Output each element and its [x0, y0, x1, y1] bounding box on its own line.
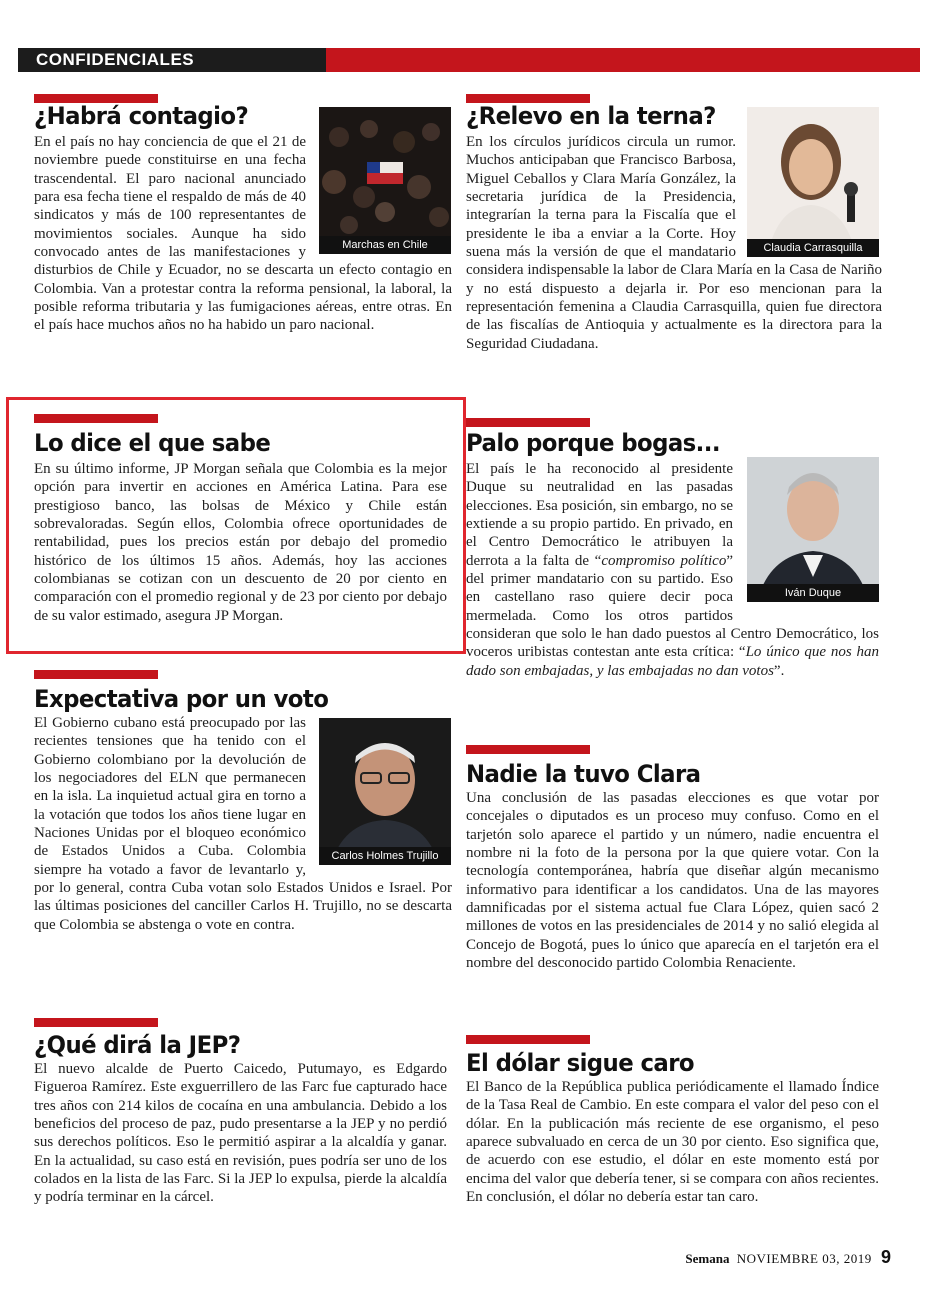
body-italic-text: compromiso político: [601, 552, 727, 569]
wrap-spacer: [306, 714, 452, 869]
article-title-jep: ¿Qué dirá la JEP?: [34, 1031, 241, 1059]
photo-caption: Marchas en Chile: [319, 236, 451, 254]
page-footer: [685, 1247, 891, 1268]
article-title-relevo: ¿Relevo en la terna?: [466, 102, 716, 130]
article-body-relevo: En los círculos jurídicos circula un rumor. Muchos anticipaban que Francisco Barbosa, Miguel Ceballos y Clara María González, la secretaria jurídica de la Presidencia, integrarían la terna para la Fiscalía que el presidente le iba a enviar a la Corte. Hoy suena más la versión de que el mandatario considera indispensable la labor de Clara María en la Casa de Nariño y no está dispuesto a dejarla ir. Por eso mencionan para la representación femenina a Claudia Carrasquilla, quien fue directora de las fiscalías de Antioquia y actualmente es la directora para la Seguridad Ciudadana.: [466, 134, 882, 352]
article-body-dolar: El Banco de la República publica periódicamente el llamado Índice de la Tasa Real de Cambio. En este compara el valor del peso con el dólar. En la publicación más reciente de ese organismo, el peso aparece subvaluado en cerca de un 30 por ciento. Eso significa que, de acuerdo con ese estudio, el dólar en este momento está por encima del valor que debería tener, si se compara con años recientes. En conclusión, el dólar no debería estar tan caro.: [466, 1079, 879, 1206]
article-rule: [466, 745, 590, 754]
article-body-jep: El nuevo alcalde de Puerto Caicedo, Putumayo, es Edgardo Figueroa Ramírez. Este exguerrillero de las Farc fue capturado hace tres años con 214 kilos de cocaína en una ambulancia. Debido a los beneficios del proceso de paz, pudo presentarse a la JEP y no perdió sus derechos políticos. Eso le permitió aspirar a la alcaldía y ganar. En la actualidad, su caso está en revisión, pues podría ser uno de los colados en la lista de las Farc. Si la JEP lo expulsa, pierde la alcaldía y podría terminar en la cárcel.: [34, 1061, 447, 1206]
photo-caption: Carlos Holmes Trujillo: [319, 847, 451, 865]
photo-caption: Claudia Carrasquilla: [747, 239, 879, 257]
article-rule: [466, 418, 590, 427]
photo-caption: Iván Duque: [747, 584, 879, 602]
article-body-sabe: En su último informe, JP Morgan señala que Colombia es la mejor opción para invertir en acciones en América Latina. Para ese prestigioso banco, las bolsas de México y Chile están sobrevaloradas. Según ellos, Colombia ofrece oportunidades de rentabilidad, pues los precios están por debajo del promedio histórico de los últimos 15 años. Además, hoy las acciones colombianas se cotizan con un descuento de 20 por ciento en comparación con el promedio regional y de 23 por ciento por debajo de su valor estimado, asegura JP Morgan.: [34, 461, 447, 624]
article-title-sabe: Lo dice el que sabe: [34, 429, 271, 457]
article-title-dolar: El dólar sigue caro: [466, 1049, 695, 1077]
article-rule: [34, 1018, 158, 1027]
article-rule: [34, 414, 158, 423]
wrap-spacer: [306, 133, 452, 261]
section-title: CONFIDENCIALES: [18, 48, 326, 72]
article-title-contagio: ¿Habrá contagio?: [34, 102, 249, 130]
issue-date: NOVIEMBRE 03, 2019: [736, 1251, 872, 1266]
section-header: [18, 48, 920, 72]
magazine-name: Semana: [685, 1251, 730, 1266]
body-text: ” del primer mandatario con su partido. Eso en castellano raso quiere decir poca mermelada. Como los otros partidos consideran que solo le han dado puestos al Centro Democrático, los voceros uribistas contestan ante esta crítica: “: [466, 552, 879, 661]
page-number: 9: [880, 1247, 891, 1267]
article-body-clara: Una conclusión de las pasadas elecciones es que votar por concejales o diputados es un proceso muy confuso. Como en el tarjetón solo aparece el partido y un número, nadie encuentra el nombre ni la foto de la persona por la que quiere votar. Con la tecnología contemporánea, habría que diseñar algún mecanismo informativo para identificar a los candidatos. Una de las mayores damnificadas por el sistema actual fue Clara López, quien sacó 2 millones de votos en las presidenciales de 2014 y no salió elegida al Concejo de Bogotá, pues lo único que aparecía en el tarjetón era el nombre del desconocido partido Colombia Renaciente.: [466, 790, 879, 972]
article-body-palo: [466, 460, 879, 680]
body-italic-text: Lo único que nos han dado son embajadas, y las embajadas no dan votos: [466, 644, 879, 679]
body-text: El país le ha reconocido al presidente Duque su neutralidad en las pasadas elecciones. Esa posición, sin embargo, no se extiende a su propio partido. En privado, en el Centro Democrático le atribuyen la derrota a la falta de “: [466, 461, 733, 569]
wrap-spacer: [733, 460, 879, 610]
article-title-palo: Palo porque bogas...: [466, 429, 720, 457]
body-text: ”.: [773, 662, 785, 679]
article-title-expectativa: Expectativa por un voto: [34, 685, 329, 713]
wrap-spacer: [736, 133, 882, 261]
article-rule: [34, 670, 158, 679]
article-rule: [466, 1035, 590, 1044]
article-body-contagio: En el país no hay conciencia de que el 21 de noviembre puede constituirse en una fecha trascendental. El paro nacional anunciado para esa fecha tiene el respaldo de más de 40 sindicatos y más de 100 representantes de movimientos sociales. Aunque ha sido convocado antes de las manifestaciones y disturbios de Chile y Ecuador, no se descarta un efecto contagio en Colombia. Van a protestar contra la reforma pensional, la laboral, la posible reforma tributaria y las fumigaciones aéreas, entre otras. En el país hace muchos años no ha habido un paro nacional.: [34, 134, 452, 334]
article-body-expectativa: El Gobierno cubano está preocupado por las recientes tensiones que ha tenido con el Gobierno colombiano por la devolución de los negociadores del ELN que permanecen en la isla. La inquietud actual gira en torno a la votación que todos los años tiene lugar en Naciones Unidas por el bloqueo económico de Estados Unidos a Cuba. Colombia siempre ha votado a favor de levantarlo y, por lo general, contra Cuba votan solo Estados Unidos e Israel. Por las últimas posiciones del canciller Carlos H. Trujillo, no se descarta que Colombia se abstenga o vote en contra.: [34, 715, 452, 933]
article-title-clara: Nadie la tuvo Clara: [466, 760, 701, 788]
